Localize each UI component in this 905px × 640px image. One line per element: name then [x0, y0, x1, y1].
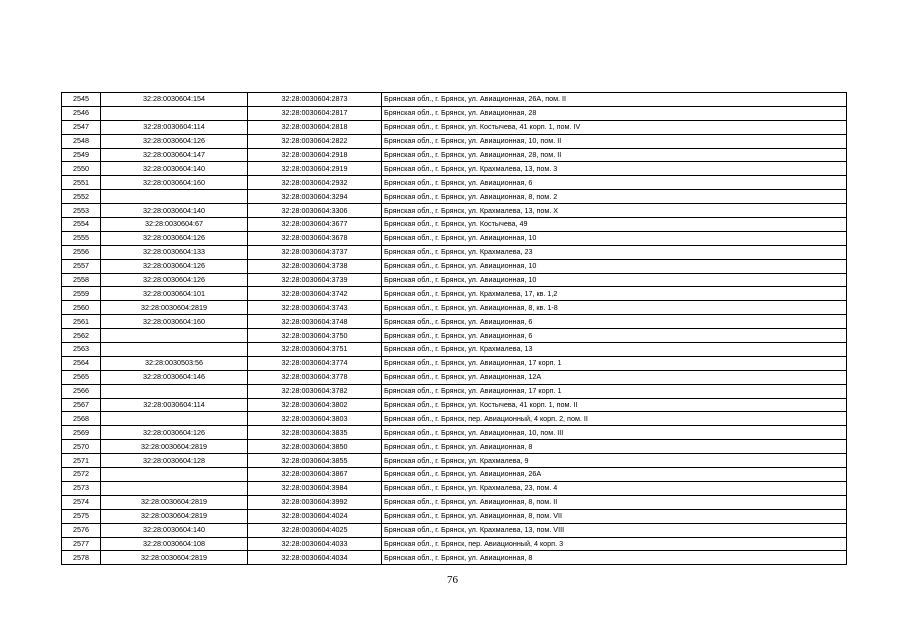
- parent-cadastral-number-cell: 32:28:0030604:126: [101, 273, 248, 287]
- parent-cadastral-number-cell: 32:28:0030604:2819: [101, 509, 248, 523]
- cadastral-number-cell: 32:28:0030604:2822: [248, 134, 382, 148]
- parent-cadastral-number-cell: 32:28:0030604:146: [101, 370, 248, 384]
- page-number: 76: [447, 574, 458, 586]
- table-row: [62, 454, 847, 468]
- address-cell: Брянская обл., г. Брянск, пер. Авиационный, 4 корп. 3: [382, 537, 847, 551]
- table-row: [62, 412, 847, 426]
- parent-cadastral-number-cell: [101, 106, 248, 120]
- row-number-cell: 2575: [62, 509, 101, 523]
- row-number-cell: 2558: [62, 273, 101, 287]
- row-number-cell: 2562: [62, 329, 101, 343]
- table-row: [62, 315, 847, 329]
- parent-cadastral-number-cell: [101, 343, 248, 357]
- table-row: [62, 148, 847, 162]
- row-number-cell: 2576: [62, 523, 101, 537]
- table-row: [62, 231, 847, 245]
- row-number-cell: 2552: [62, 190, 101, 204]
- row-number-cell: 2547: [62, 120, 101, 134]
- parent-cadastral-number-cell: 32:28:0030604:133: [101, 245, 248, 259]
- table-row: [62, 245, 847, 259]
- row-number-cell: 2569: [62, 426, 101, 440]
- cadastral-number-cell: 32:28:0030604:4024: [248, 509, 382, 523]
- cadastral-number-cell: 32:28:0030604:3835: [248, 426, 382, 440]
- cadastral-number-cell: 32:28:0030604:3738: [248, 259, 382, 273]
- row-number-cell: 2551: [62, 176, 101, 190]
- cadastral-number-cell: 32:28:0030604:3774: [248, 356, 382, 370]
- row-number-cell: 2553: [62, 204, 101, 218]
- parent-cadastral-number-cell: [101, 384, 248, 398]
- address-cell: Брянская обл., г. Брянск, ул. Авиационная, 6: [382, 315, 847, 329]
- parent-cadastral-number-cell: 32:28:0030604:128: [101, 454, 248, 468]
- cadastral-number-cell: 32:28:0030604:3743: [248, 301, 382, 315]
- address-cell: Брянская обл., г. Брянск, ул. Авиационная, 8: [382, 551, 847, 565]
- table-row: [62, 481, 847, 495]
- parent-cadastral-number-cell: 32:28:0030604:126: [101, 259, 248, 273]
- cadastral-number-cell: 32:28:0030604:3748: [248, 315, 382, 329]
- parent-cadastral-number-cell: 32:28:0030503:56: [101, 356, 248, 370]
- parent-cadastral-number-cell: [101, 468, 248, 482]
- cadastral-number-cell: 32:28:0030604:3850: [248, 440, 382, 454]
- parent-cadastral-number-cell: 32:28:0030604:101: [101, 287, 248, 301]
- parent-cadastral-number-cell: 32:28:0030604:140: [101, 162, 248, 176]
- parent-cadastral-number-cell: 32:28:0030604:108: [101, 537, 248, 551]
- row-number-cell: 2563: [62, 343, 101, 357]
- parent-cadastral-number-cell: 32:28:0030604:67: [101, 218, 248, 232]
- address-cell: Брянская обл., г. Брянск, ул. Авиационная, 8: [382, 440, 847, 454]
- row-number-cell: 2554: [62, 218, 101, 232]
- address-cell: Брянская обл., г. Брянск, ул. Крахмалева, 13, пом. 3: [382, 162, 847, 176]
- address-cell: Брянская обл., г. Брянск, ул. Авиационная, 26А, пом. II: [382, 93, 847, 107]
- table-row: [62, 509, 847, 523]
- row-number-cell: 2545: [62, 93, 101, 107]
- parent-cadastral-number-cell: 32:28:0030604:140: [101, 523, 248, 537]
- row-number-cell: 2566: [62, 384, 101, 398]
- address-cell: Брянская обл., г. Брянск, ул. Крахмалева, 13, пом. X: [382, 204, 847, 218]
- table-row: [62, 176, 847, 190]
- row-number-cell: 2567: [62, 398, 101, 412]
- parent-cadastral-number-cell: 32:28:0030604:147: [101, 148, 248, 162]
- cadastral-number-cell: 32:28:0030604:4034: [248, 551, 382, 565]
- row-number-cell: 2577: [62, 537, 101, 551]
- cadastral-number-cell: 32:28:0030604:3737: [248, 245, 382, 259]
- row-number-cell: 2546: [62, 106, 101, 120]
- parent-cadastral-number-cell: 32:28:0030604:2819: [101, 551, 248, 565]
- address-cell: Брянская обл., г. Брянск, ул. Авиационная, 8, кв. 1-8: [382, 301, 847, 315]
- parent-cadastral-number-cell: 32:28:0030604:140: [101, 204, 248, 218]
- table-row: [62, 218, 847, 232]
- cadastral-number-cell: 32:28:0030604:2918: [248, 148, 382, 162]
- table-row: [62, 495, 847, 509]
- cadastral-number-cell: 32:28:0030604:3778: [248, 370, 382, 384]
- address-cell: Брянская обл., г. Брянск, ул. Крахмалева, 13, пом. VIII: [382, 523, 847, 537]
- address-cell: Брянская обл., г. Брянск, ул. Авиационная, 8, пом. 2: [382, 190, 847, 204]
- parent-cadastral-number-cell: 32:28:0030604:114: [101, 120, 248, 134]
- parent-cadastral-number-cell: [101, 329, 248, 343]
- table-row: [62, 273, 847, 287]
- cadastral-number-cell: 32:28:0030604:4033: [248, 537, 382, 551]
- row-number-cell: 2561: [62, 315, 101, 329]
- table-row: [62, 343, 847, 357]
- table-row: [62, 440, 847, 454]
- row-number-cell: 2574: [62, 495, 101, 509]
- cadastral-number-cell: 32:28:0030604:3750: [248, 329, 382, 343]
- parent-cadastral-number-cell: 32:28:0030604:126: [101, 426, 248, 440]
- cadastral-number-cell: 32:28:0030604:3855: [248, 454, 382, 468]
- row-number-cell: 2549: [62, 148, 101, 162]
- row-number-cell: 2573: [62, 481, 101, 495]
- table-row: [62, 384, 847, 398]
- table-row: [62, 287, 847, 301]
- cadastral-number-cell: 32:28:0030604:2873: [248, 93, 382, 107]
- table-body: [62, 93, 847, 565]
- address-cell: Брянская обл., г. Брянск, ул. Авиационная, 28, пом. II: [382, 148, 847, 162]
- table-row: [62, 523, 847, 537]
- parent-cadastral-number-cell: 32:28:0030604:2819: [101, 495, 248, 509]
- cadastral-number-cell: 32:28:0030604:3678: [248, 231, 382, 245]
- cadastral-number-cell: 32:28:0030604:3802: [248, 398, 382, 412]
- row-number-cell: 2565: [62, 370, 101, 384]
- table-row: [62, 551, 847, 565]
- address-cell: Брянская обл., г. Брянск, ул. Авиационная, 10, пом. II: [382, 134, 847, 148]
- cadastral-number-cell: 32:28:0030604:3294: [248, 190, 382, 204]
- cadastral-number-cell: 32:28:0030604:3992: [248, 495, 382, 509]
- table-row: [62, 468, 847, 482]
- row-number-cell: 2572: [62, 468, 101, 482]
- row-number-cell: 2559: [62, 287, 101, 301]
- cadastral-table: [61, 92, 847, 565]
- cadastral-number-cell: 32:28:0030604:3867: [248, 468, 382, 482]
- address-cell: Брянская обл., г. Брянск, ул. Костычева, 49: [382, 218, 847, 232]
- address-cell: Брянская обл., г. Брянск, ул. Авиационная, 6: [382, 176, 847, 190]
- address-cell: Брянская обл., г. Брянск, ул. Крахмалева, 23, пом. 4: [382, 481, 847, 495]
- table-row: [62, 329, 847, 343]
- cadastral-number-cell: 32:28:0030604:4025: [248, 523, 382, 537]
- parent-cadastral-number-cell: 32:28:0030604:154: [101, 93, 248, 107]
- address-cell: Брянская обл., г. Брянск, ул. Авиационная, 8, пом. VII: [382, 509, 847, 523]
- table-row: [62, 120, 847, 134]
- address-cell: Брянская обл., г. Брянск, ул. Авиационная, 10, пом. III: [382, 426, 847, 440]
- address-cell: Брянская обл., г. Брянск, ул. Авиационная, 17 корп. 1: [382, 384, 847, 398]
- parent-cadastral-number-cell: [101, 481, 248, 495]
- table-row: [62, 259, 847, 273]
- row-number-cell: 2578: [62, 551, 101, 565]
- parent-cadastral-number-cell: 32:28:0030604:126: [101, 231, 248, 245]
- cadastral-number-cell: 32:28:0030604:2818: [248, 120, 382, 134]
- table-row: [62, 162, 847, 176]
- cadastral-number-cell: 32:28:0030604:3803: [248, 412, 382, 426]
- cadastral-number-cell: 32:28:0030604:3677: [248, 218, 382, 232]
- parent-cadastral-number-cell: 32:28:0030604:160: [101, 315, 248, 329]
- parent-cadastral-number-cell: 32:28:0030604:114: [101, 398, 248, 412]
- address-cell: Брянская обл., г. Брянск, ул. Авиационная, 12А: [382, 370, 847, 384]
- cadastral-number-cell: 32:28:0030604:3782: [248, 384, 382, 398]
- table-row: [62, 106, 847, 120]
- address-cell: Брянская обл., г. Брянск, ул. Крахмалева, 23: [382, 245, 847, 259]
- row-number-cell: 2570: [62, 440, 101, 454]
- table-row: [62, 93, 847, 107]
- row-number-cell: 2564: [62, 356, 101, 370]
- parent-cadastral-number-cell: [101, 412, 248, 426]
- address-cell: Брянская обл., г. Брянск, ул. Авиационная, 17 корп. 1: [382, 356, 847, 370]
- parent-cadastral-number-cell: 32:28:0030604:126: [101, 134, 248, 148]
- table-row: [62, 301, 847, 315]
- cadastral-number-cell: 32:28:0030604:2919: [248, 162, 382, 176]
- parent-cadastral-number-cell: 32:28:0030604:160: [101, 176, 248, 190]
- table-row: [62, 426, 847, 440]
- address-cell: Брянская обл., г. Брянск, ул. Крахмалева, 13: [382, 343, 847, 357]
- address-cell: Брянская обл., г. Брянск, ул. Крахмалева, 9: [382, 454, 847, 468]
- address-cell: Брянская обл., г. Брянск, ул. Костычева, 41 корп. 1, пом. IV: [382, 120, 847, 134]
- table-row: [62, 190, 847, 204]
- address-cell: Брянская обл., г. Брянск, ул. Крахмалева, 17, кв. 1,2: [382, 287, 847, 301]
- cadastral-number-cell: 32:28:0030604:2817: [248, 106, 382, 120]
- row-number-cell: 2548: [62, 134, 101, 148]
- table-row: [62, 356, 847, 370]
- cadastral-number-cell: 32:28:0030604:2932: [248, 176, 382, 190]
- parent-cadastral-number-cell: [101, 190, 248, 204]
- address-cell: Брянская обл., г. Брянск, пер. Авиационный, 4 корп. 2, пом. II: [382, 412, 847, 426]
- address-cell: Брянская обл., г. Брянск, ул. Авиационная, 6: [382, 329, 847, 343]
- address-cell: Брянская обл., г. Брянск, ул. Авиационная, 28: [382, 106, 847, 120]
- row-number-cell: 2568: [62, 412, 101, 426]
- row-number-cell: 2557: [62, 259, 101, 273]
- row-number-cell: 2555: [62, 231, 101, 245]
- cadastral-number-cell: 32:28:0030604:3751: [248, 343, 382, 357]
- table-row: [62, 370, 847, 384]
- table-row: [62, 204, 847, 218]
- cadastral-number-cell: 32:28:0030604:3742: [248, 287, 382, 301]
- parent-cadastral-number-cell: 32:28:0030604:2819: [101, 440, 248, 454]
- cadastral-number-cell: 32:28:0030604:3984: [248, 481, 382, 495]
- row-number-cell: 2550: [62, 162, 101, 176]
- address-cell: Брянская обл., г. Брянск, ул. Костычева, 41 корп. 1, пом. II: [382, 398, 847, 412]
- cadastral-number-cell: 32:28:0030604:3739: [248, 273, 382, 287]
- row-number-cell: 2560: [62, 301, 101, 315]
- address-cell: Брянская обл., г. Брянск, ул. Авиационная, 26А: [382, 468, 847, 482]
- table-row: [62, 134, 847, 148]
- table-row: [62, 537, 847, 551]
- address-cell: Брянская обл., г. Брянск, ул. Авиационная, 8, пом. II: [382, 495, 847, 509]
- cadastral-number-cell: 32:28:0030604:3306: [248, 204, 382, 218]
- address-cell: Брянская обл., г. Брянск, ул. Авиационная, 10: [382, 231, 847, 245]
- table-row: [62, 398, 847, 412]
- parent-cadastral-number-cell: 32:28:0030604:2819: [101, 301, 248, 315]
- row-number-cell: 2571: [62, 454, 101, 468]
- row-number-cell: 2556: [62, 245, 101, 259]
- address-cell: Брянская обл., г. Брянск, ул. Авиационная, 10: [382, 273, 847, 287]
- address-cell: Брянская обл., г. Брянск, ул. Авиационная, 10: [382, 259, 847, 273]
